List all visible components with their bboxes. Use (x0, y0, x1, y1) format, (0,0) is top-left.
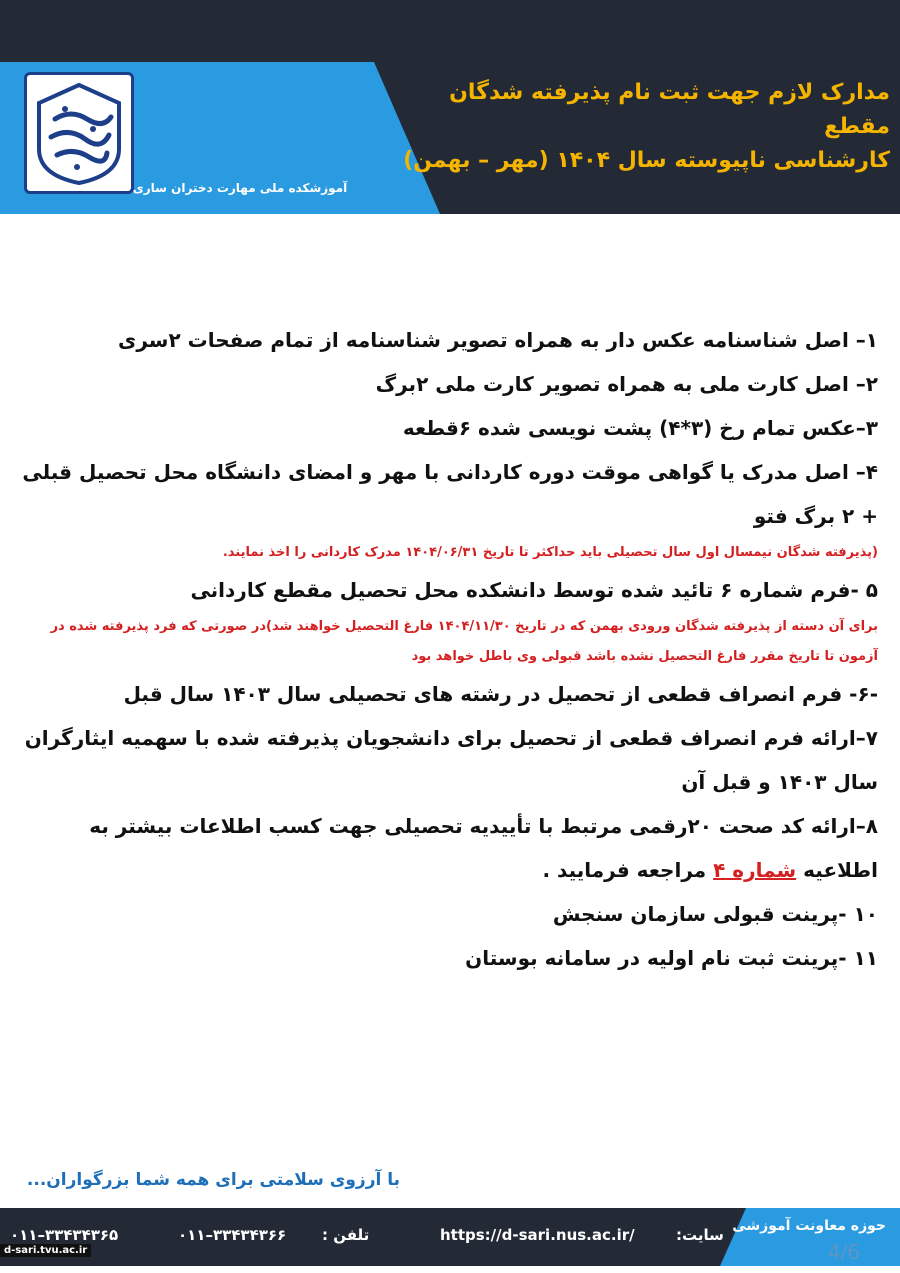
phone-number-2: ۰۱۱–۳۳۴۳۴۳۶۵ (10, 1226, 119, 1244)
list-item-10: ۱۰ -پرینت قبولی سازمان سنجش (552, 902, 878, 926)
list-item-11: ۱۱ -پرینت ثبت نام اولیه در سامانه بوستان (465, 946, 878, 970)
list-item-6: -۶- فرم انصراف قطعی از تحصیل در رشته های تحصیلی سال ۱۴۰۳ سال قبل (123, 682, 878, 706)
title-line-1: مدارک لازم جهت ثبت نام پذیرفته شدگان مقطع (449, 80, 890, 139)
closing-wish: با آرزوی سلامتی برای همه شما بزرگواران... (26, 1170, 400, 1190)
list-item-2: ۲– اصل کارت ملی به همراه تصویر کارت ملی ۲برگ (375, 372, 878, 396)
watermark: d-sari.tvu.ac.ir (0, 1244, 91, 1257)
list-item-8 (18, 804, 878, 892)
note-degree-deadline: (پذیرفته شدگان نیمسال اول سال تحصیلی باید حداکثر تا تاریخ ۱۴۰۴/۰۶/۳۱ مدرک کاردانی را اخذ نمایند. (222, 545, 878, 560)
school-name: آموزشکده ملی مهارت دختران ساری (132, 181, 348, 195)
list-item-8-text: ۸–ارائه کد صحت ۲۰رقمی مرتبط با تأییدیه تحصیلی جهت کسب اطلاعات بیشتر به اطلاعیه (89, 814, 878, 882)
requirements-list (18, 318, 878, 980)
list-item-5: ۵ -فرم شماره ۶ تائید شده توسط دانشکده محل تحصیل مقطع کاردانی (190, 578, 878, 602)
phone-number-1: ۰۱۱–۳۳۴۳۴۳۶۶ (178, 1226, 287, 1244)
logo-emblem-icon (31, 79, 127, 187)
footer-accent (720, 1208, 900, 1266)
phone-label: تلفن : (322, 1226, 370, 1244)
announcement-link: شماره ۴ (713, 858, 797, 882)
list-item-8-tail: مراجعه فرمایید . (542, 858, 714, 882)
list-item-3: ۳–عکس تمام رخ (۳*۴) پشت نویسی شده ۶قطعه (402, 416, 878, 440)
website-link[interactable]: https://d-sari.nus.ac.ir/ (440, 1226, 635, 1244)
list-item-7: ۷–ارائه فرم انصراف قطعی از تحصیل برای دانشجویان پذیرفته شده با سهمیه ایثارگران سال ۱۴۰۳ و قبل آن (24, 726, 878, 794)
page-number: 4/6 (827, 1240, 860, 1264)
list-item-1: ۱– اصل شناسنامه عکس دار به همراه تصویر شناسنامه از تمام صفحات ۲سری (118, 328, 878, 352)
page-title (390, 76, 890, 178)
title-line-2: کارشناسی ناپیوسته سال ۱۴۰۴ (مهر – بهمن) (403, 148, 890, 173)
note-bahman-graduates: برای آن دسته از پذیرفته شدگان ورودی بهمن که در تاریخ ۱۴۰۴/۱۱/۳۰ فارغ التحصیل خواهند شد)در صورتی که فرد پذیرفته شده در آزمون تا تاریخ مقرر فارغ التحصیل نشده باشد قبولی وی باطل خواهد بود (50, 619, 878, 664)
university-logo (24, 72, 134, 194)
website-label: سایت: (676, 1226, 724, 1244)
department-label: حوزه معاونت آموزشی (732, 1218, 886, 1234)
list-item-4: ۴– اصل مدرک یا گواهی موقت دوره کاردانی با مهر و امضای دانشگاه محل تحصیل قبلی + ۲ برگ فتو (22, 460, 878, 528)
